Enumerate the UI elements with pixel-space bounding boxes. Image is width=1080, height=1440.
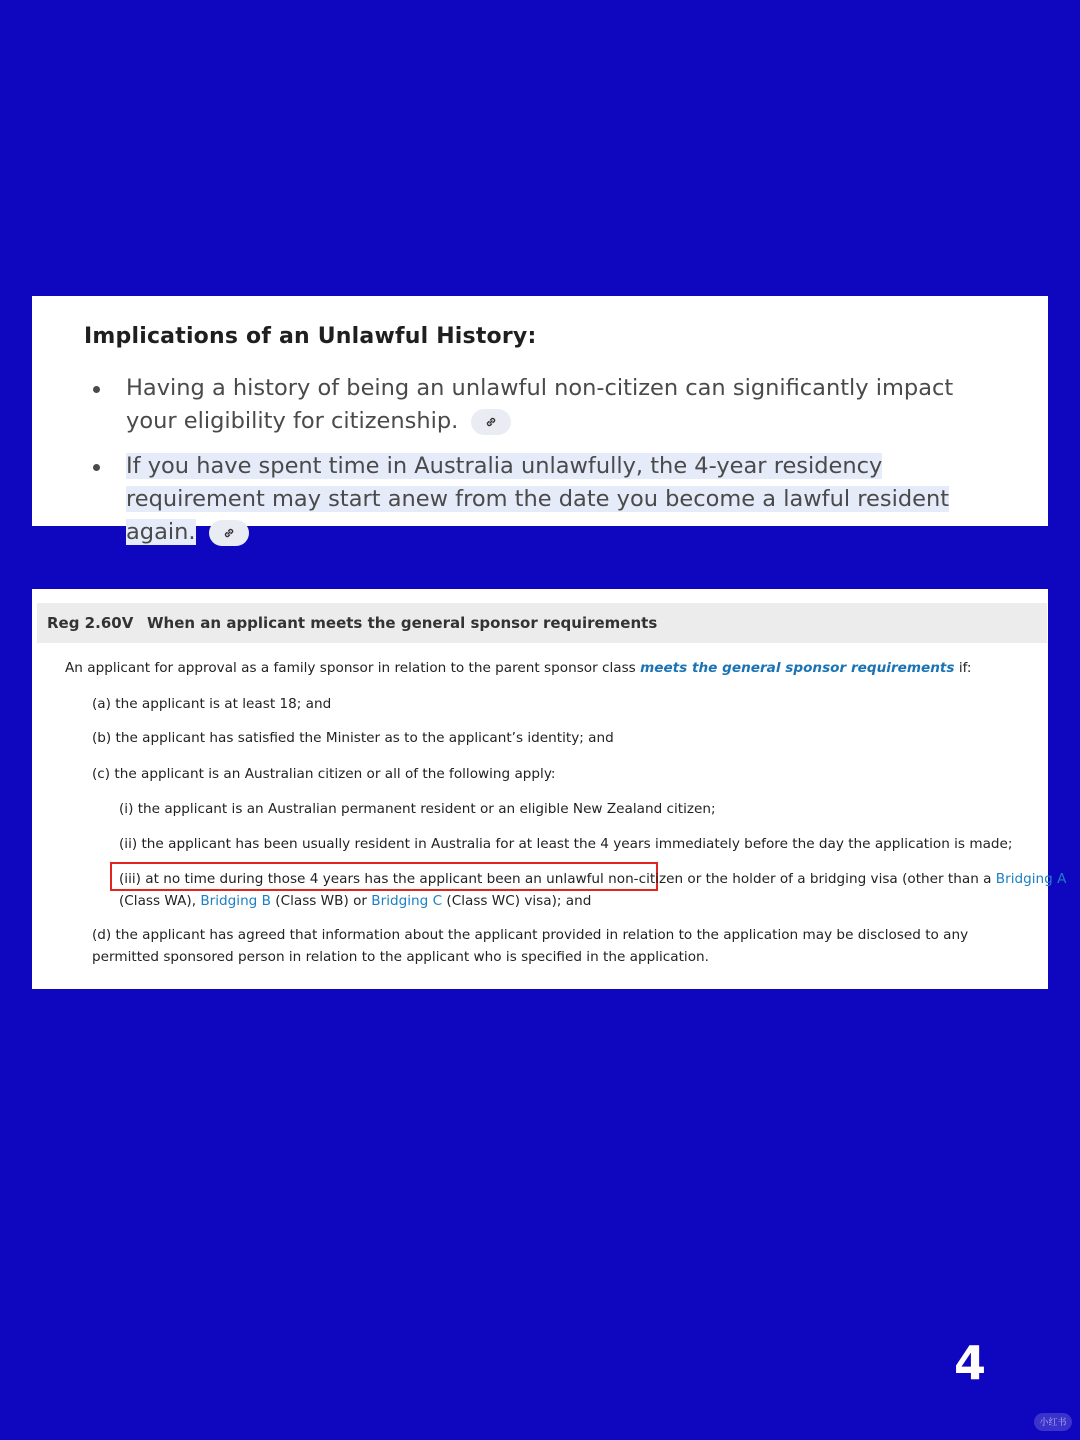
implications-card xyxy=(32,296,1048,545)
regulation-intro xyxy=(65,657,972,679)
clause-a: (a) the applicant is at least 18; and xyxy=(92,696,332,712)
bullet-icon xyxy=(93,464,100,471)
clause-b: (b) the applicant has satisfied the Minister as to the applicant’s identity; and xyxy=(92,730,614,746)
clause-c-i: (i) the applicant is an Australian permanent resident or an eligible New Zealand citizen; xyxy=(119,801,716,817)
intro-text: An applicant for approval as a family sponsor in relation to the parent sponsor class xyxy=(65,660,641,676)
bridging-b-link[interactable]: Bridging B xyxy=(200,893,271,909)
bridging-a-link[interactable]: Bridging A xyxy=(995,871,1067,887)
bullet-text: Having a history of being an unlawful non-citizen can significantly impact your eligibility for citizenship. xyxy=(126,375,954,434)
clause-c-iii-text: (Class WC) visa); and xyxy=(442,893,592,909)
clause-d: (d) the applicant has agreed that information about the applicant provided in relation to the application may be disclosed to any permitted sponsored person in relation to the applicant who is specified in the application. xyxy=(92,927,969,965)
clause-c-iii-highlighted: (iii) at no time during those 4 years has the applicant been an unlawful non-citizen xyxy=(119,871,684,887)
clause-c: (c) the applicant is an Australian citizen or all of the following apply: xyxy=(92,766,556,782)
link-icon[interactable] xyxy=(471,409,511,435)
implications-heading: Implications of an Unlawful History: xyxy=(84,324,537,349)
regulation-card xyxy=(32,589,1067,989)
regulation-title: When an applicant meets the general sponsor requirements xyxy=(147,614,658,632)
bullet-text-highlighted: If you have spent time in Australia unlawfully, the 4-year residency requirement may start anew from the date you become a lawful resident again. xyxy=(126,453,950,545)
page-number: 4 xyxy=(954,1336,987,1390)
list-item xyxy=(90,372,990,438)
watermark-logo: 小红书 xyxy=(1034,1413,1072,1431)
regulation-number: Reg 2.60V xyxy=(47,614,134,632)
clause-c-iii-text: or the holder of a bridging visa (other than a xyxy=(683,871,996,887)
regulation-header xyxy=(37,603,1047,643)
bullet-icon xyxy=(93,386,100,393)
clause-c-iii xyxy=(119,868,1066,890)
link-icon[interactable] xyxy=(209,520,249,546)
intro-text-end: if: xyxy=(954,660,972,676)
clause-c-iii-text: (Class WB) or xyxy=(270,893,372,909)
implications-list xyxy=(90,372,990,561)
clause-c-iii-cont xyxy=(119,890,591,912)
clause-c-ii: (ii) the applicant has been usually resident in Australia for at least the 4 years immediately before the day the application is made; xyxy=(119,836,1013,852)
definition-link[interactable]: meets the general sponsor requirements xyxy=(640,660,955,676)
clause-c-iii-text: (Class WA), xyxy=(119,893,201,909)
list-item xyxy=(90,450,990,549)
bridging-c-link[interactable]: Bridging C xyxy=(371,893,443,909)
